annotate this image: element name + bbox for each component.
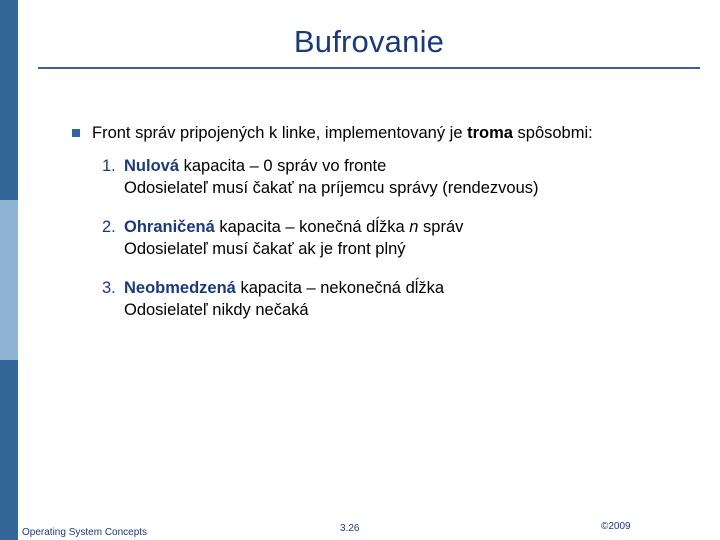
left-decor-bar-bottom [0, 360, 18, 540]
left-decor-bar-top [0, 0, 18, 200]
title-divider [38, 67, 700, 69]
item-detail: Odosielateľ nikdy nečaká [124, 301, 309, 319]
footer-page-number: 3.26 [340, 523, 360, 534]
list-item [102, 277, 539, 321]
item-keyword: Nulová [124, 157, 180, 175]
intro-prefix: Front správ pripojených k linke, implementovaný je [92, 124, 468, 142]
square-bullet-icon [72, 129, 80, 137]
footer-copyright: ©2009 [601, 521, 631, 532]
intro-suffix: spôsobmi: [512, 124, 593, 142]
item-text: kapacita – nekonečná dĺžka [235, 279, 445, 297]
item-text: kapacita – konečná dĺžka [214, 218, 410, 236]
item-detail: Odosielateľ musí čakať na príjemcu správy (rendezvous) [124, 179, 539, 197]
left-decor-bar-middle [0, 200, 18, 360]
item-number: 3. [102, 279, 116, 297]
item-number: 2. [102, 218, 116, 236]
list-item [102, 155, 539, 199]
item-detail: Odosielateľ musí čakať ak je front plný [124, 240, 406, 258]
item-keyword: Neobmedzená [124, 279, 236, 297]
item-text: kapacita – 0 správ vo fronte [179, 157, 387, 175]
list-item [102, 216, 539, 260]
capacity-list [102, 155, 539, 338]
slide-title: Bufrovanie [293, 24, 445, 59]
intro-bullet [72, 124, 593, 143]
item-number: 1. [102, 157, 116, 175]
footer-course-title: Operating System Concepts [22, 527, 148, 538]
item-text-after: správ [418, 218, 464, 236]
item-italic: n [409, 218, 419, 236]
intro-emphasis: troma [467, 124, 513, 142]
item-keyword: Ohraničená [124, 218, 215, 236]
